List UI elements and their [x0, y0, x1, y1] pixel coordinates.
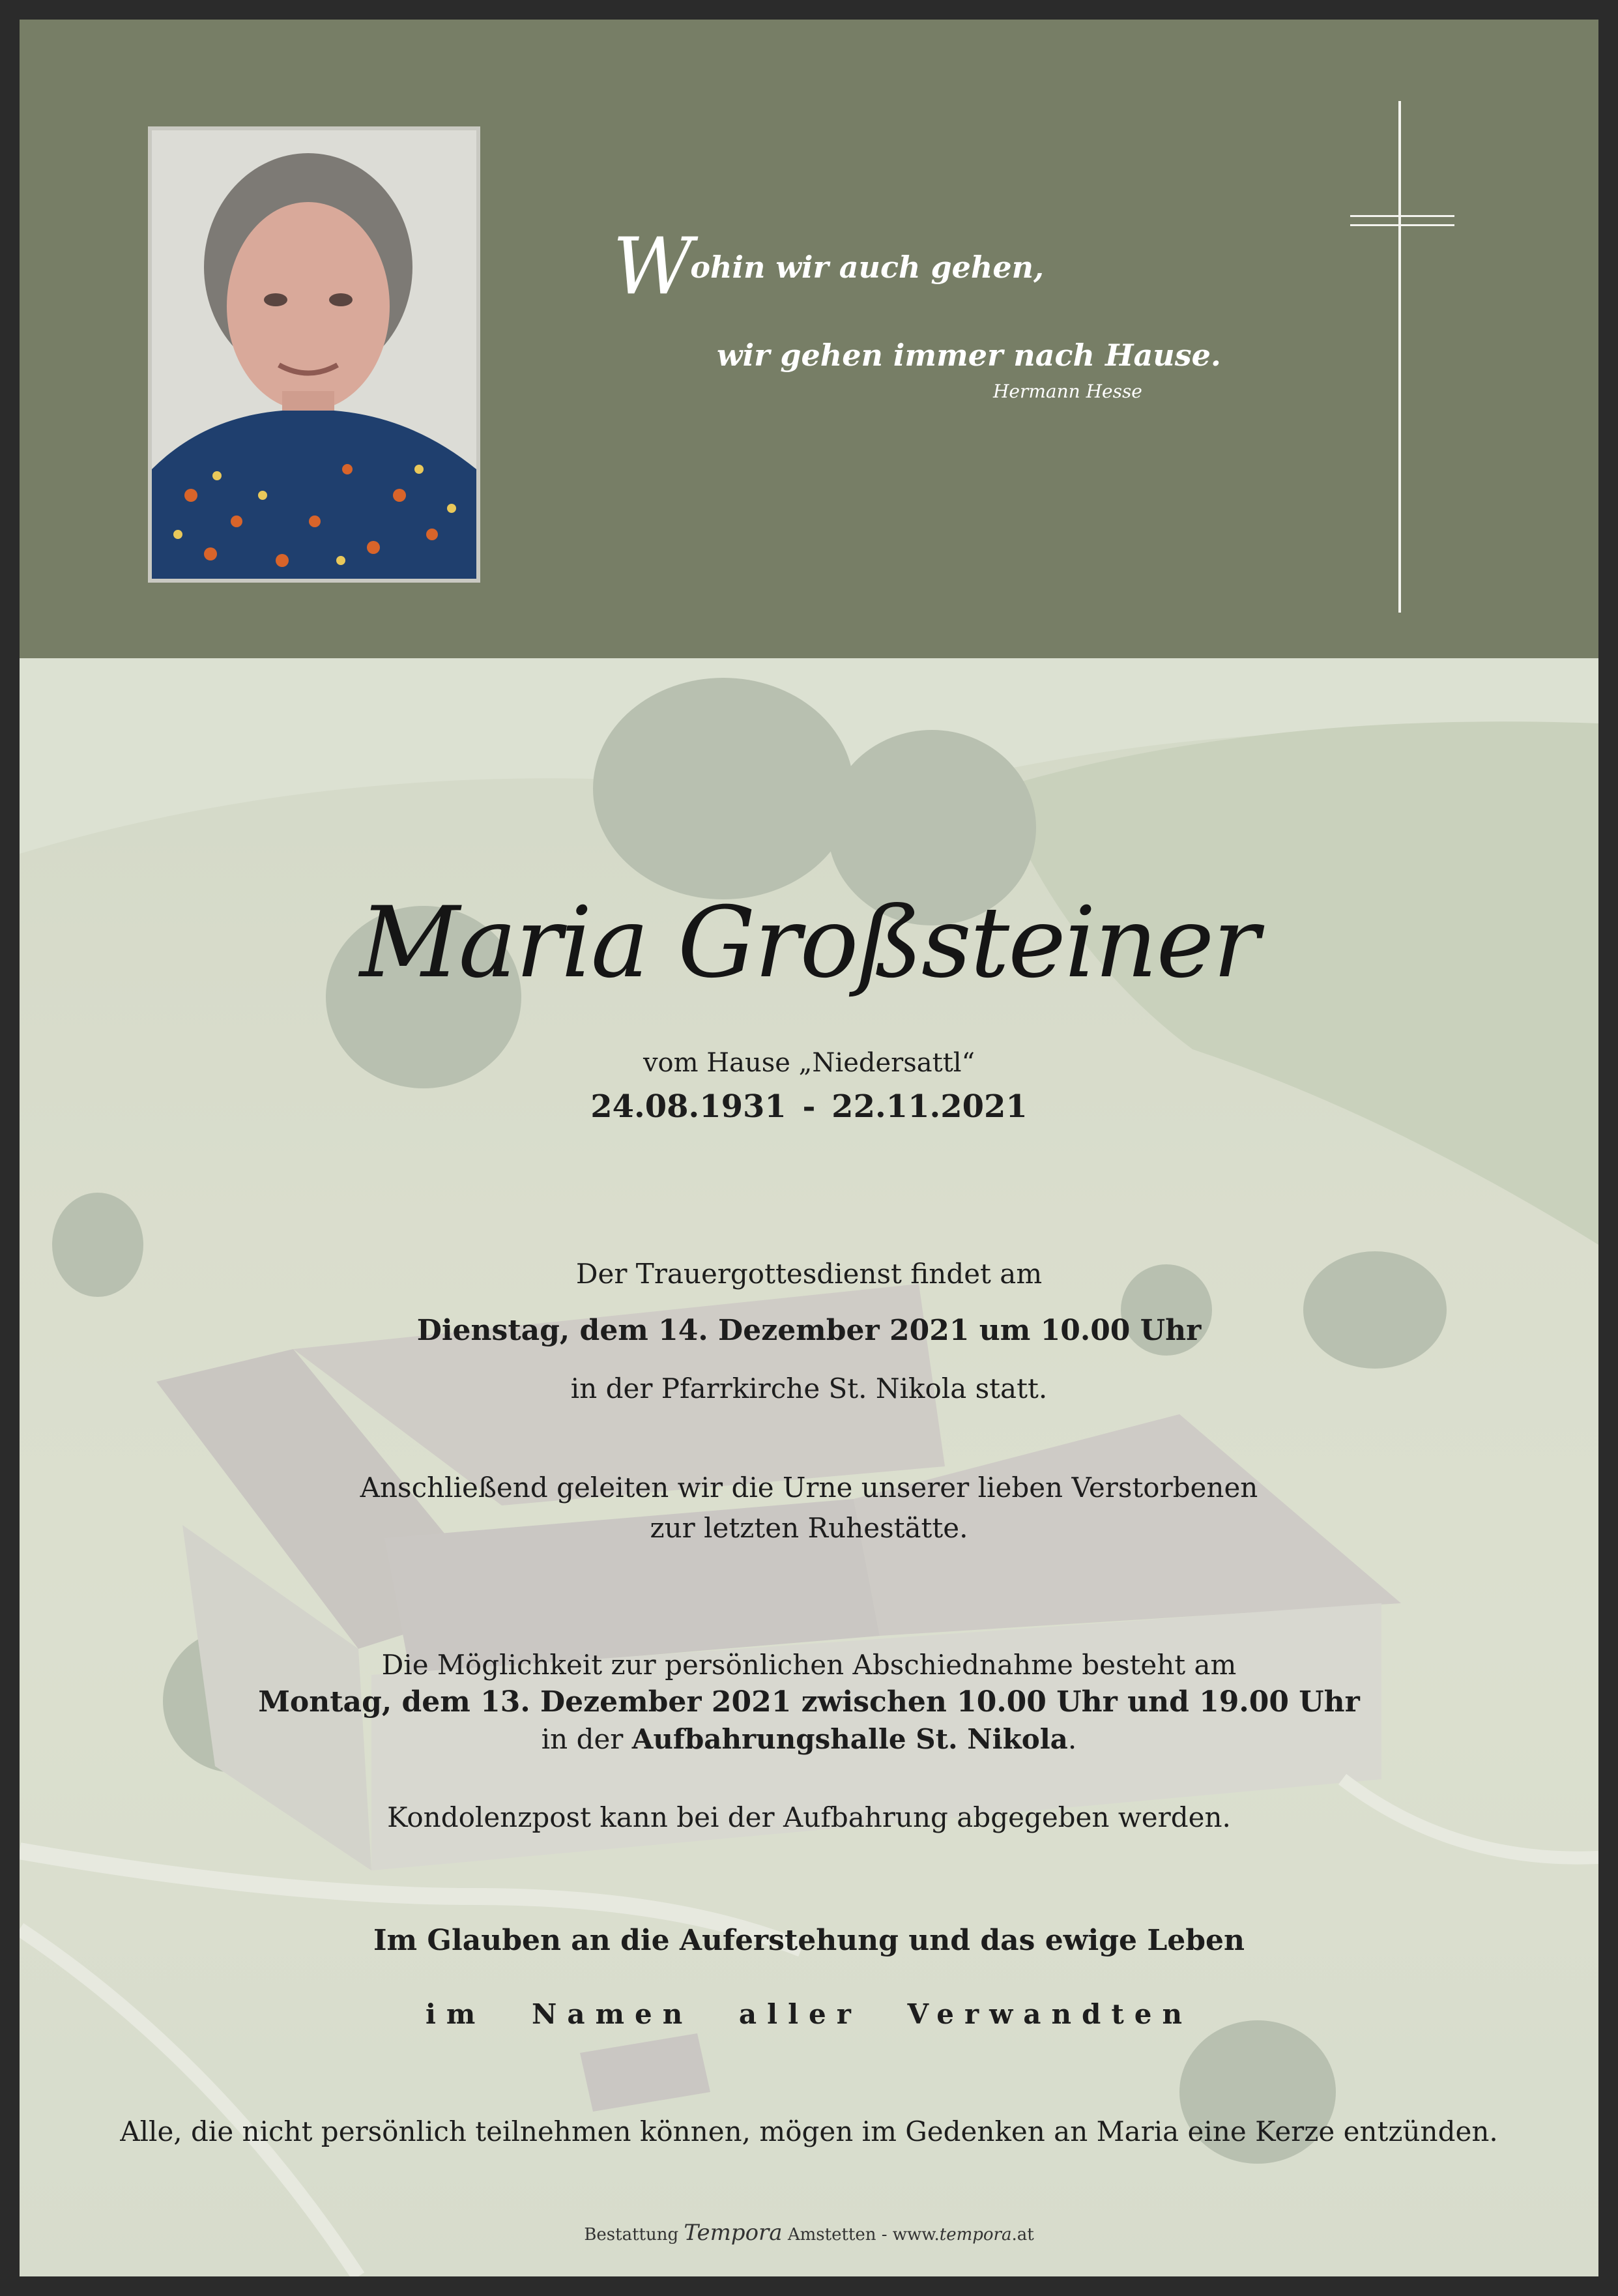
burial-line-1: Anschließend geleiten wir die Urne unserer lieben Verstorbenen: [360, 1472, 1258, 1504]
deceased-name: Maria Großsteiner: [360, 886, 1258, 1000]
footer-prefix: Bestattung: [584, 2225, 684, 2245]
header-band: [20, 20, 1598, 658]
condolence-note: Kondolenzpost kann bei der Aufbahrung abgegeben werden.: [387, 1801, 1231, 1833]
viewing-place-prefix: in der: [541, 1723, 632, 1755]
obituary-page: [20, 20, 1598, 2276]
cross-icon: [1398, 101, 1401, 613]
footer-domain-tail: .at: [1011, 2225, 1034, 2245]
house-name: vom Hause „Niedersattl“: [643, 1048, 975, 1078]
quote-line-1-text: ohin wir auch gehen,: [690, 250, 1045, 285]
viewing-place-hall: Aufbahrungshalle St. Nikola: [631, 1723, 1068, 1755]
quote-line-1: [613, 222, 1045, 312]
viewing-intro: Die Möglichkeit zur persönlichen Abschiednahme besteht am: [381, 1649, 1237, 1681]
quote-author: Hermann Hesse: [993, 381, 1142, 402]
candle-note: Alle, die nicht persönlich teilnehmen können, mögen im Gedenken an Maria eine Kerze entzünden.: [120, 2115, 1498, 2147]
quote-line-2: wir gehen immer nach Hause.: [717, 338, 1221, 373]
viewing-place-suffix: .: [1067, 1723, 1077, 1755]
service-datetime: Dienstag, dem 14. Dezember 2021 um 10.00 Uhr: [416, 1314, 1202, 1347]
viewing-datetime: Montag, dem 13. Dezember 2021 zwischen 10.00 Uhr und 19.00 Uhr: [258, 1685, 1360, 1719]
burial-line-2: zur letzten Ruhestätte.: [650, 1512, 968, 1544]
viewing-place: [20, 1723, 1598, 1755]
cross-bar-top: [1350, 215, 1454, 217]
portrait-image: [152, 130, 476, 579]
family-signature: im Namen aller Verwandten: [425, 1998, 1193, 2030]
funeral-home-footer: [20, 2220, 1598, 2246]
service-place: in der Pfarrkirche St. Nikola statt.: [570, 1373, 1048, 1404]
quote-initial: W: [613, 222, 691, 312]
life-dates: 24.08.1931 - 22.11.2021: [590, 1088, 1028, 1125]
cross-bar-bottom: [1350, 224, 1454, 226]
portrait-photo: [148, 126, 480, 583]
footer-brand: Tempora: [684, 2220, 783, 2246]
service-intro: Der Trauergottesdienst findet am: [575, 1258, 1043, 1290]
footer-domain-brand: tempora: [939, 2225, 1012, 2245]
footer-suffix: Amstetten - www.: [782, 2225, 940, 2245]
faith-statement: Im Glauben an die Auferstehung und das ewige Leben: [373, 1924, 1245, 1957]
